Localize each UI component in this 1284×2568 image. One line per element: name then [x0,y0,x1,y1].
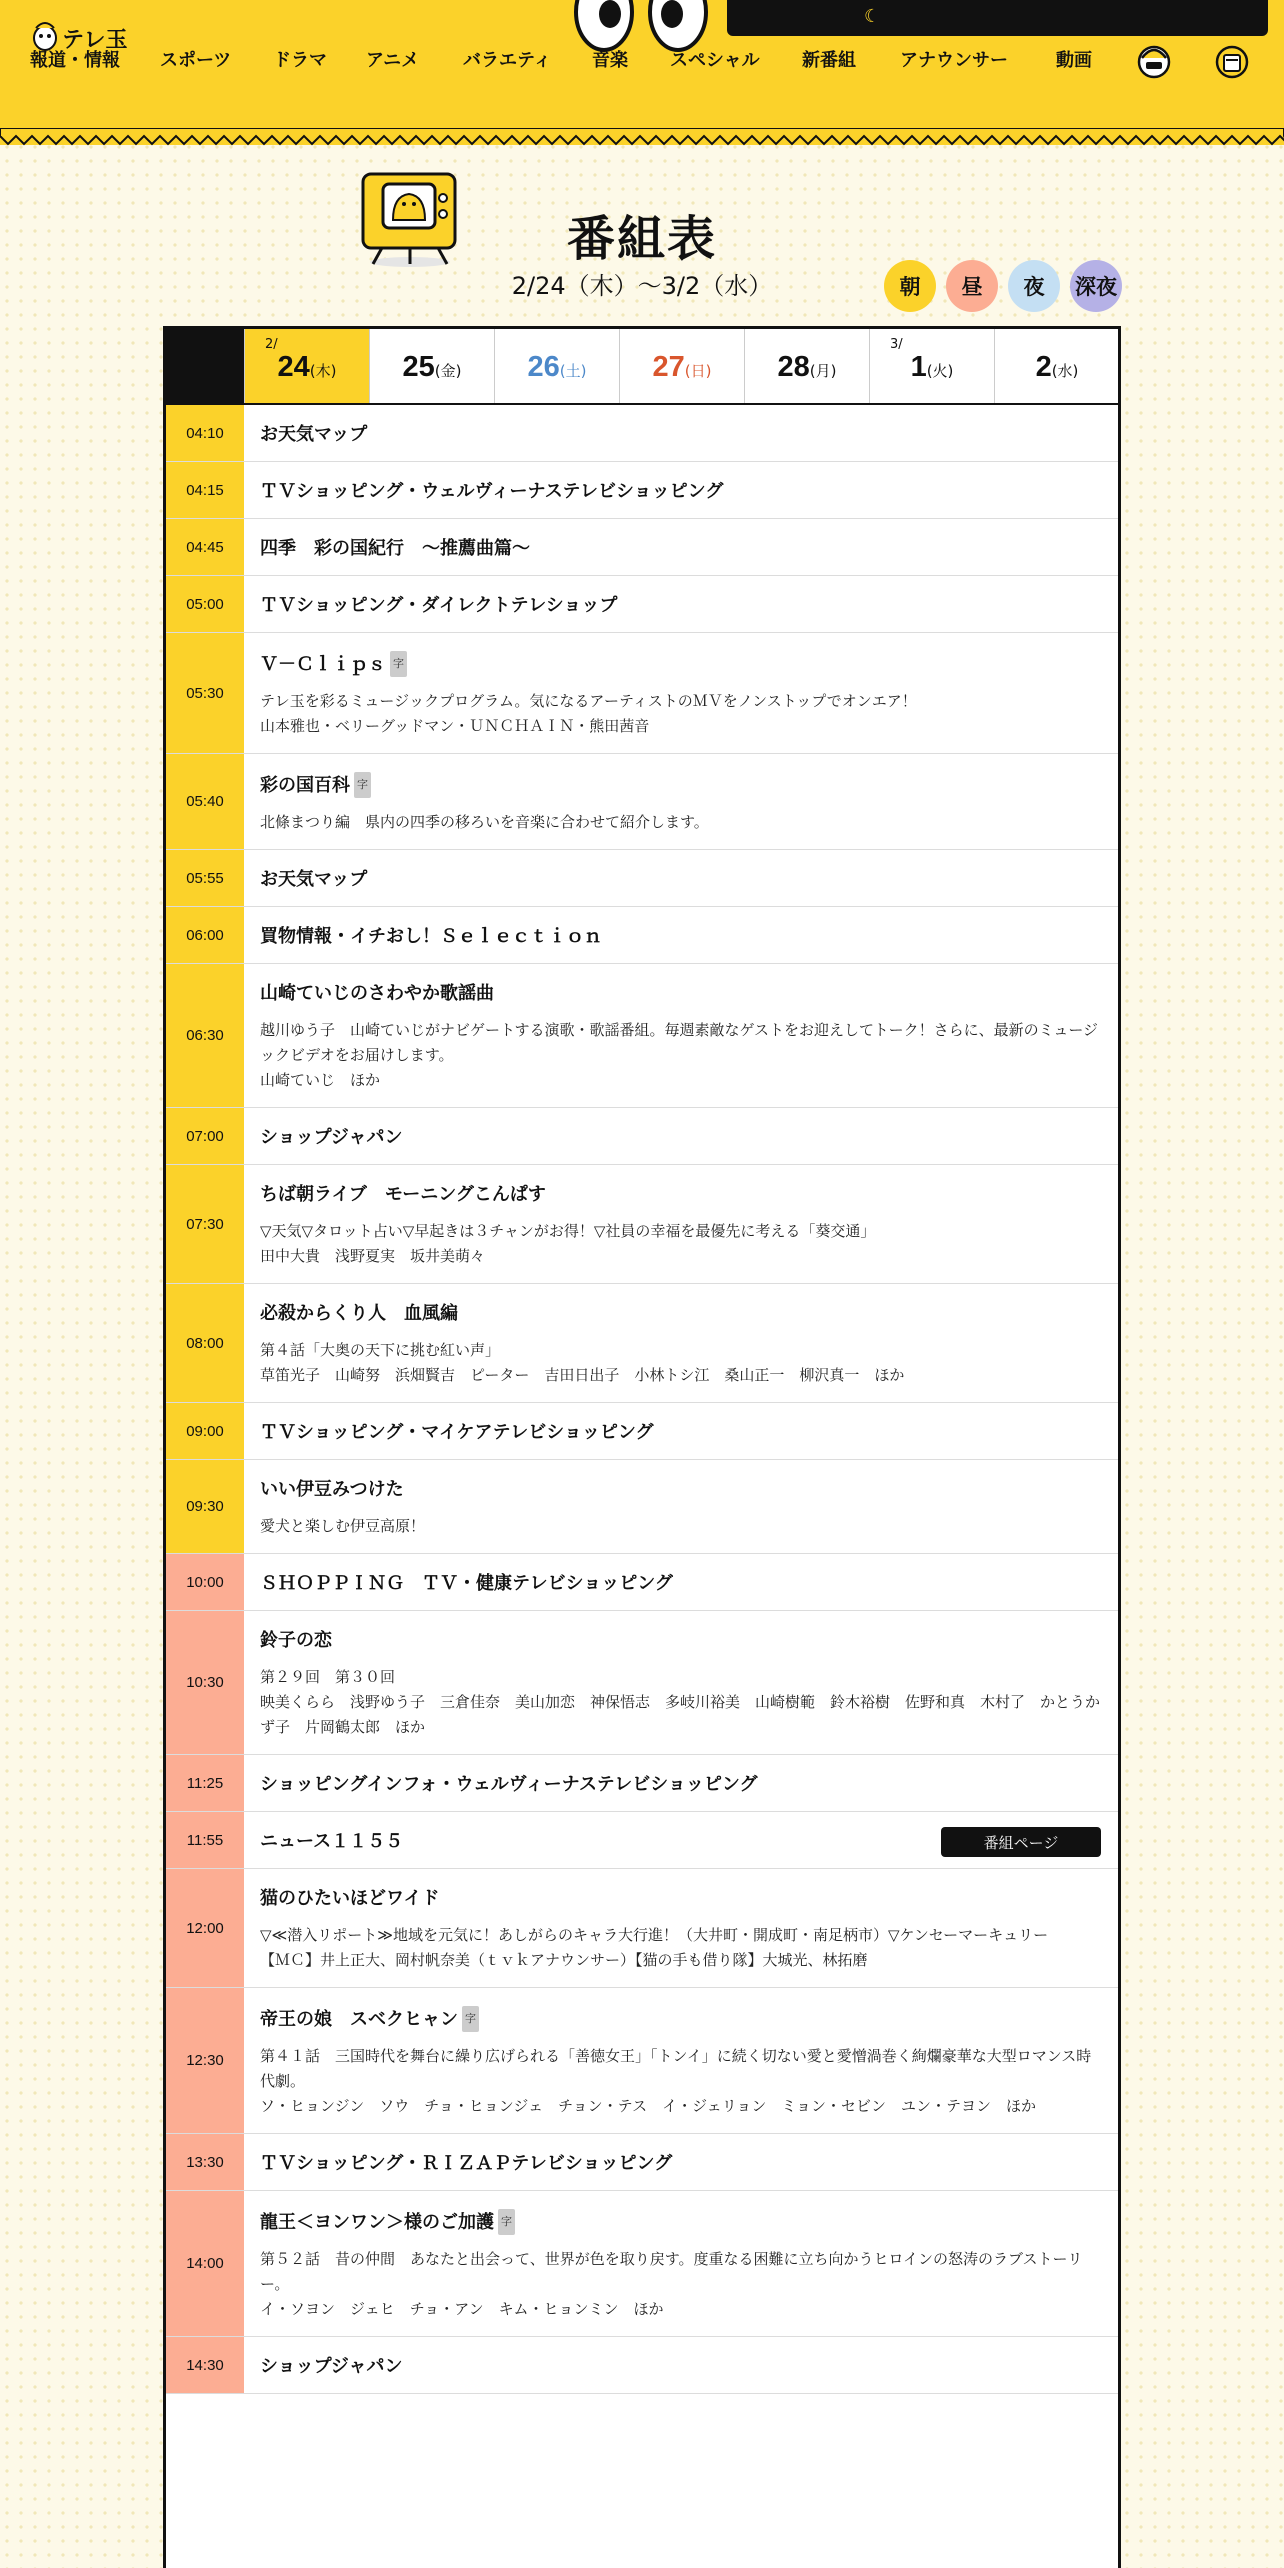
program-description: 北條まつり編 県内の四季の移ろいを音楽に合わせて紹介します。 [260,813,709,831]
program-content [244,2191,1118,2336]
time-night-button[interactable]: 夜 [1008,260,1060,312]
program-time: 13:30 [166,2134,244,2190]
day-month: 3/ [890,337,903,352]
program-list [166,405,1118,2394]
main-nav [0,46,1284,74]
program-time: 12:30 [166,1988,244,2133]
program-cast: 山崎ていじ ほか [260,1071,381,1089]
day-weekday: (水) [1051,362,1079,380]
program-row[interactable] [166,1403,1118,1460]
day-date [620,351,744,384]
day-number: 27 [652,351,685,383]
subtitle-badge: 字 [390,651,407,677]
program-title-line [260,1572,1102,1596]
nav-music[interactable]: 音楽 [592,50,628,71]
program-title-line [260,1887,1102,1911]
day-weekday: (木) [309,362,337,380]
program-title-line [260,651,1102,677]
day-tab[interactable] [869,329,994,403]
program-title-line [260,1629,1102,1653]
program-row[interactable] [166,1988,1118,2134]
program-title[interactable]: お天気マップ [260,424,368,445]
program-content [244,2134,1118,2190]
program-row[interactable] [166,1755,1118,1812]
program-row[interactable] [166,633,1118,754]
day-tab[interactable] [494,329,619,403]
program-content [244,1108,1118,1164]
program-time: 07:30 [166,1165,244,1283]
program-description: ▽≪潜入リポート≫地域を元気に！あしがらのキャラ大行進！（大井町・開成町・南足柄市）▽ケンセーマーキュリー [260,1926,1049,1944]
header-corner [166,329,244,403]
program-time: 10:00 [166,1554,244,1610]
program-title[interactable]: お天気マップ [260,869,368,890]
program-row[interactable] [166,1869,1118,1988]
day-number: 25 [402,351,435,383]
program-time: 08:00 [166,1284,244,1402]
program-description: 第４話「大奥の天下に挑む紅い声」 [260,1341,501,1359]
program-time: 06:00 [166,907,244,963]
program-description: 第２９回 第３０回 [260,1668,396,1686]
program-row[interactable] [166,519,1118,576]
program-title[interactable]: 買物情報・イチおし！Ｓｅｌｅｃｔｉｏｎ [260,926,602,947]
day-number: 2 [1035,351,1052,383]
program-row[interactable] [166,405,1118,462]
program-title[interactable]: ＴＶショッピング・ＲＩＺＡＰテレビショッピング [260,2153,673,2174]
program-time: 05:40 [166,754,244,849]
program-cast: イ・ソヨン ジェヒ チョ・アン キム・ヒョンミン ほか [260,2300,664,2318]
day-weekday: (火) [926,362,954,380]
program-title[interactable]: ＴＶショッピング・ウェルヴィーナステレビショッピング [260,481,724,502]
program-row[interactable] [166,576,1118,633]
mascot-calendar-icon[interactable] [1212,40,1252,80]
moon-icon[interactable]: ☾ [864,6,881,27]
program-row[interactable] [166,1284,1118,1403]
program-title[interactable]: いい伊豆みつけた [260,1479,404,1500]
program-content [244,2337,1118,2393]
program-time: 07:00 [166,1108,244,1164]
logo-text: テレ玉 [62,28,128,53]
program-cast: 【ＭＣ】井上正大、岡村帆奈美（ｔｖｋアナウンサー）【猫の手も借り隊】大城光、林拓磨 [260,1951,868,1969]
day-weekday: (金) [434,362,462,380]
program-title[interactable]: 山崎ていじのさわやか歌謡曲 [260,983,494,1004]
site-header [0,0,1284,145]
program-content [244,519,1118,575]
day-weekday: (月) [809,362,837,380]
program-title[interactable]: 必殺からくり人 血風編 [260,1303,458,1324]
program-row[interactable] [166,1460,1118,1554]
program-content [244,1611,1118,1754]
program-description: テレ玉を彩るミュージックプログラム。気になるアーティストのＭＶをノンストップでオンエア！ [260,692,917,710]
program-page-button[interactable]: 番組ページ [941,1827,1101,1857]
program-cast: 映美くらら 浅野ゆう子 三倉佳奈 美山加恋 神保悟志 多岐川裕美 山崎樹範 鈴木裕樹 佐野和真 木村了 かとうかず子 片岡鶴太郎 ほか [260,1693,1101,1736]
day-tab[interactable] [369,329,494,403]
program-row[interactable] [166,462,1118,519]
program-title[interactable]: 猫のひたいほどワイド [260,1888,440,1909]
program-content [244,1869,1118,1987]
page-title: 番組表 [566,211,717,267]
time-latenight-button[interactable]: 深夜 [1070,260,1122,312]
nav-announcer[interactable]: アナウンサー [900,50,1008,71]
header-zigzag [0,128,1284,150]
program-title[interactable]: ニュース１１５５ [260,1831,404,1852]
program-time: 11:55 [166,1812,244,1868]
subtitle-badge: 字 [354,772,371,798]
program-title[interactable]: ショップジャパン [260,1127,403,1148]
program-cast: 草笛光子 山崎努 浜畑賢吉 ピーター 吉田日出子 小林トシ江 桑山正一 柳沢真一 ほか [260,1366,905,1384]
nav-video[interactable]: 動画 [1056,50,1092,71]
program-content [244,1165,1118,1283]
nav-anime[interactable]: アニメ [366,50,420,71]
program-time: 04:10 [166,405,244,461]
day-date [495,351,619,384]
program-time: 04:15 [166,462,244,518]
program-row[interactable] [166,850,1118,907]
program-time: 10:30 [166,1611,244,1754]
day-month: 2/ [265,337,278,352]
program-title-line [260,2209,1102,2235]
day-date [870,351,994,384]
program-time: 12:00 [166,1869,244,1987]
program-title-line [260,2006,1102,2032]
program-content [244,462,1118,518]
program-content [244,964,1118,1107]
day-tab[interactable] [244,329,369,403]
nav-sports[interactable]: スポーツ [160,50,232,71]
day-header [166,329,1118,405]
program-row[interactable] [166,1812,1118,1869]
program-title-line [260,1478,1102,1502]
day-date [745,351,869,384]
program-content [244,1284,1118,1402]
program-content [244,405,1118,461]
program-title-line [260,423,1102,447]
program-title-line [260,594,1102,618]
program-row[interactable] [166,1108,1118,1165]
program-title-line [260,1773,1102,1797]
program-title-line [260,925,1102,949]
program-time: 05:55 [166,850,244,906]
time-noon-button[interactable]: 昼 [946,260,998,312]
program-title-line [260,868,1102,892]
mascot-face-icon[interactable] [1134,40,1174,80]
program-title[interactable]: 帝王の娘 スベクヒャン [260,2009,458,2030]
program-description: 第５２話 昔の仲間 あなたと出会って、世界が色を取り戻す。度重なる困難に立ち向かうヒロインの怒涛のラブストーリー。 [260,2250,1083,2293]
day-date [995,351,1119,384]
day-tab[interactable] [994,329,1119,403]
program-cast: ソ・ヒョンジン ソウ チョ・ヒョンジェ チョン・テス イ・ジェリョン ミョン・セビン ユン・テヨン ほか [260,2097,1037,2115]
program-title[interactable]: ＳＨＯＰＰＩＮＧ ＴＶ・健康テレビショッピング [260,1573,673,1594]
time-morning-button[interactable]: 朝 [884,260,936,312]
program-time: 14:00 [166,2191,244,2336]
program-content [244,633,1118,753]
program-title[interactable]: Ｖ－Ｃｌｉｐｓ [260,654,386,675]
program-cast: 山本雅也・ベリーグッドマン・ＵＮＣＨＡＩＮ・熊田茜音 [260,717,650,735]
day-number: 26 [527,351,560,383]
program-row[interactable] [166,1611,1118,1755]
program-row[interactable] [166,907,1118,964]
program-content [244,1460,1118,1553]
program-time: 04:45 [166,519,244,575]
program-title-line [260,2152,1102,2176]
program-time: 14:30 [166,2337,244,2393]
program-title-line [260,772,1102,798]
subtitle-badge: 字 [462,2006,479,2032]
program-title-line [260,537,1102,561]
program-title[interactable]: ショッピングインフォ・ウェルヴィーナステレビショッピング [260,1774,758,1795]
program-content [244,576,1118,632]
program-time: 06:30 [166,964,244,1107]
search-bar[interactable] [727,0,1268,36]
program-content [244,907,1118,963]
day-number: 24 [277,351,310,383]
program-row[interactable] [166,964,1118,1108]
program-title-line [260,1126,1102,1150]
program-time: 05:30 [166,633,244,753]
program-content [244,1403,1118,1459]
day-number: 1 [910,351,927,383]
program-schedule [163,326,1121,2568]
program-time: 09:30 [166,1460,244,1553]
program-description: 越川ゆう子 山崎ていじがナビゲートする演歌・歌謡番組。毎週素敵なゲストをお迎えしてトーク！さらに、最新のミュージックビデオをお届けします。 [260,1021,1099,1064]
program-title[interactable]: 彩の国百科 [260,775,350,796]
program-title[interactable]: ちば朝ライブ モーニングこんぱす [260,1184,546,1205]
date-range: 2/24（木）〜3/2（水） [511,272,773,300]
nav-variety[interactable]: バラエティ [463,50,552,71]
program-content [244,850,1118,906]
program-title-line [260,1421,1102,1445]
program-title-line [260,2355,1102,2379]
day-weekday: (土) [559,362,587,380]
day-tab[interactable] [619,329,744,403]
day-date [370,351,494,384]
subtitle-badge: 字 [498,2209,515,2235]
program-description: 愛犬と楽しむ伊豆高原！ [260,1517,426,1535]
program-row[interactable] [166,2191,1118,2337]
program-row[interactable] [166,754,1118,850]
program-title-line [260,1183,1102,1207]
program-time: 09:00 [166,1403,244,1459]
nav-news[interactable]: 報道・情報 [30,50,120,71]
program-row[interactable] [166,1554,1118,1611]
program-title-line [260,1302,1102,1326]
nav-new-programs[interactable]: 新番組 [802,50,856,71]
program-title[interactable]: ＴＶショッピング・マイケアテレビショッピング [260,1422,654,1443]
day-date [245,351,369,384]
program-title[interactable]: 四季 彩の国紀行 ～推薦曲篇～ [260,538,530,559]
day-weekday: (日) [684,362,712,380]
program-row[interactable] [166,1165,1118,1284]
program-content [244,1755,1118,1811]
nav-drama[interactable]: ドラマ [273,50,327,71]
program-title[interactable]: 龍王＜ヨンワン＞様のご加護 [260,2212,494,2233]
program-title-line [260,982,1102,1006]
program-time: 05:00 [166,576,244,632]
nav-special[interactable]: スペシャル [670,50,760,71]
program-description: 第４１話 三国時代を舞台に繰り広げられる「善徳女王」「トンイ」に続く切ない愛と愛憎渦巻く絢爛豪華な大型ロマンス時代劇。 [260,2047,1092,2090]
day-tab[interactable] [744,329,869,403]
program-title[interactable]: ショップジャパン [260,2356,403,2377]
day-number: 28 [777,351,810,383]
program-cast: 田中大貴 浅野夏実 坂井美萌々 [260,1247,486,1265]
program-row[interactable] [166,2337,1118,2394]
program-title[interactable]: ＴＶショッピング・ダイレクトテレショップ [260,595,618,616]
program-title-line [260,480,1102,504]
program-title[interactable]: 鈴子の恋 [260,1630,332,1651]
program-content [244,1988,1118,2133]
program-content [244,754,1118,849]
program-description: ▽天気▽タロット占い▽早起きは３チャンがお得！▽社員の幸福を最優先に考える「葵交通」 [260,1222,876,1240]
program-row[interactable] [166,2134,1118,2191]
program-time: 11:25 [166,1755,244,1811]
program-content [244,1554,1118,1610]
